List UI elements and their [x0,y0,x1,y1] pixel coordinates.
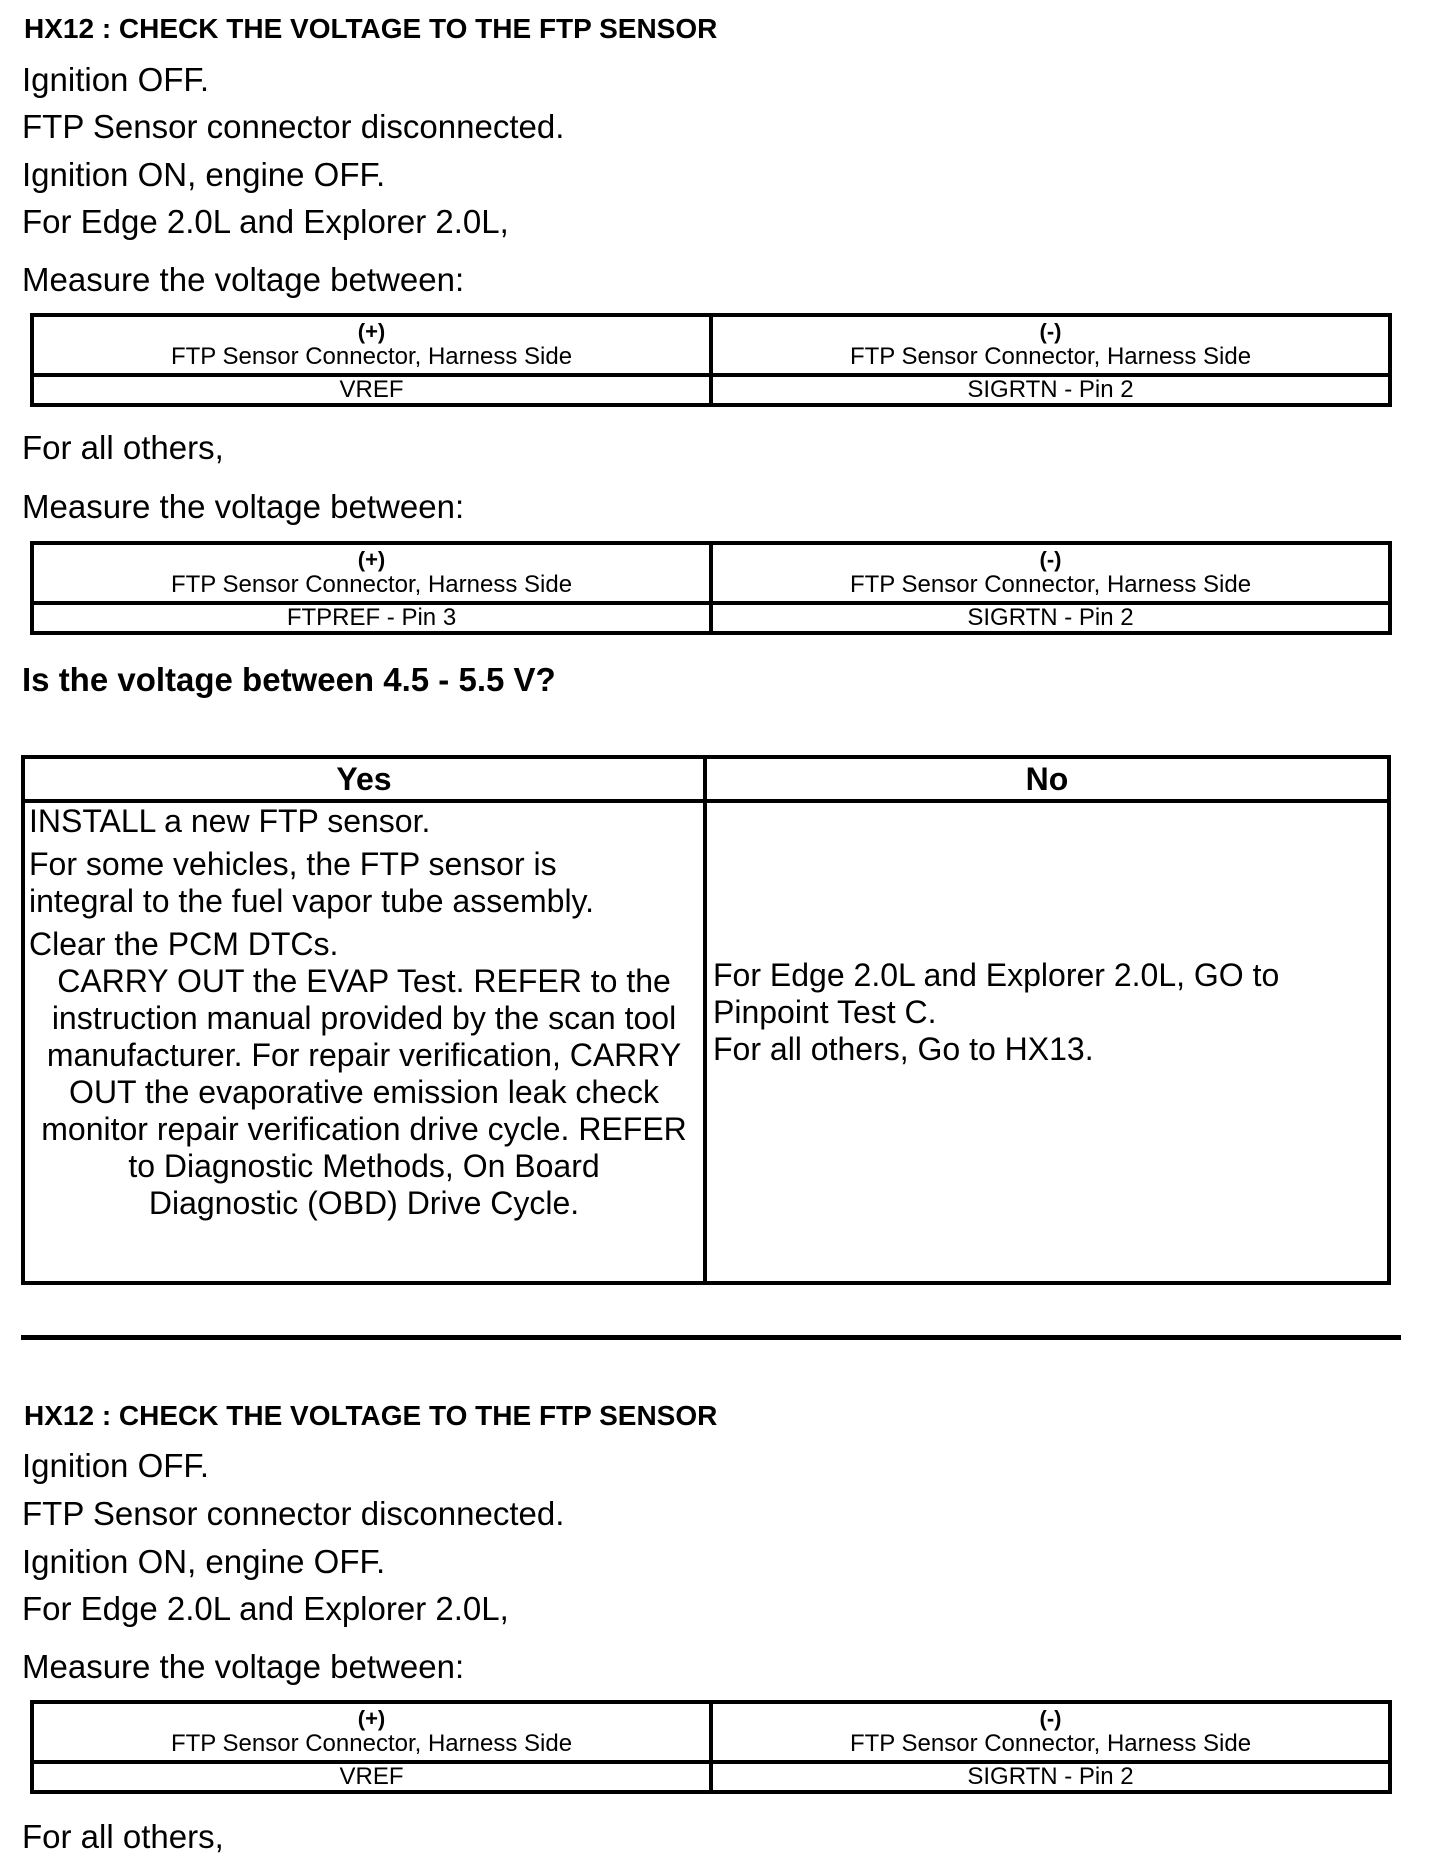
yes-line: to Diagnostic Methods, On Board [128,1148,600,1184]
negative-symbol: (-) [1039,319,1062,344]
yes-line: Diagnostic (OBD) Drive Cycle. [148,1185,580,1221]
yes-header: Yes [23,757,705,801]
yes-line: Clear the PCM DTCs. [29,926,339,962]
positive-value: FTPREF - Pin 3 [32,603,711,633]
yes-line: integral to the fuel vapor tube assembly. [29,883,595,919]
question-text: Is the voltage between 4.5 - 5.5 V? [22,661,556,698]
positive-symbol: (+) [357,1706,386,1731]
negative-header: FTP Sensor Connector, Harness Side [849,1730,1252,1757]
positive-header: FTP Sensor Connector, Harness Side [170,343,573,370]
negative-header: FTP Sensor Connector, Harness Side [849,571,1252,598]
no-line: For all others, Go to HX13. [713,1030,1094,1067]
positive-value: VREF [32,1762,711,1792]
positive-header: FTP Sensor Connector, Harness Side [170,1730,573,1757]
step-line: For Edge 2.0L and Explorer 2.0L, [22,203,509,240]
measurement-table [30,541,1392,635]
positive-header-cell [32,1702,711,1762]
negative-header-cell [711,1702,1390,1762]
negative-header: FTP Sensor Connector, Harness Side [849,343,1252,370]
yes-line: CARRY OUT the EVAP Test. REFER to the [57,963,671,999]
measure-label: Measure the voltage between: [22,261,465,298]
step-line: For Edge 2.0L and Explorer 2.0L, [22,1590,509,1627]
yes-line: For some vehicles, the FTP sensor is [29,846,557,882]
yes-line: OUT the evaporative emission leak check [69,1074,659,1110]
positive-header-cell [32,543,711,603]
others-label: For all others, [22,429,224,466]
decision-table [21,755,1391,1285]
yes-line: INSTALL a new FTP sensor. [29,803,431,839]
step-line: Ignition OFF. [22,1447,210,1484]
yes-line: manufacturer. For repair verification, CARRY [46,1037,682,1073]
negative-header-cell [711,543,1390,603]
no-line: For Edge 2.0L and Explorer 2.0L, GO to [713,956,1280,993]
positive-header: FTP Sensor Connector, Harness Side [170,571,573,598]
negative-value: SIGRTN - Pin 2 [711,1762,1390,1792]
negative-header-cell [711,315,1390,375]
measurement-table [30,1700,1392,1794]
step-heading: HX12 : CHECK THE VOLTAGE TO THE FTP SENSOR [24,13,718,44]
others-label: For all others, [22,1818,224,1855]
measurement-table [30,313,1392,407]
positive-value: VREF [32,375,711,405]
step-line: FTP Sensor connector disconnected. [22,108,565,145]
no-action-cell [705,801,1389,1283]
yes-line: monitor repair verification drive cycle. REFER [41,1111,687,1147]
step-line: Ignition ON, engine OFF. [22,156,386,193]
negative-value: SIGRTN - Pin 2 [711,375,1390,405]
measure-label: Measure the voltage between: [22,488,465,525]
no-line: Pinpoint Test C. [713,993,937,1030]
positive-header-cell [32,315,711,375]
negative-symbol: (-) [1039,547,1062,572]
yes-line: instruction manual provided by the scan tool [51,1000,677,1036]
yes-action-cell [23,801,705,1283]
step-heading: HX12 : CHECK THE VOLTAGE TO THE FTP SENSOR [24,1400,718,1431]
step-line: Ignition ON, engine OFF. [22,1543,386,1580]
negative-symbol: (-) [1039,1706,1062,1731]
section-divider [21,1335,1401,1340]
negative-value: SIGRTN - Pin 2 [711,603,1390,633]
measure-label: Measure the voltage between: [22,1648,465,1685]
positive-symbol: (+) [357,547,386,572]
step-line: FTP Sensor connector disconnected. [22,1495,565,1532]
positive-symbol: (+) [357,319,386,344]
step-line: Ignition OFF. [22,61,210,98]
no-header: No [705,757,1389,801]
